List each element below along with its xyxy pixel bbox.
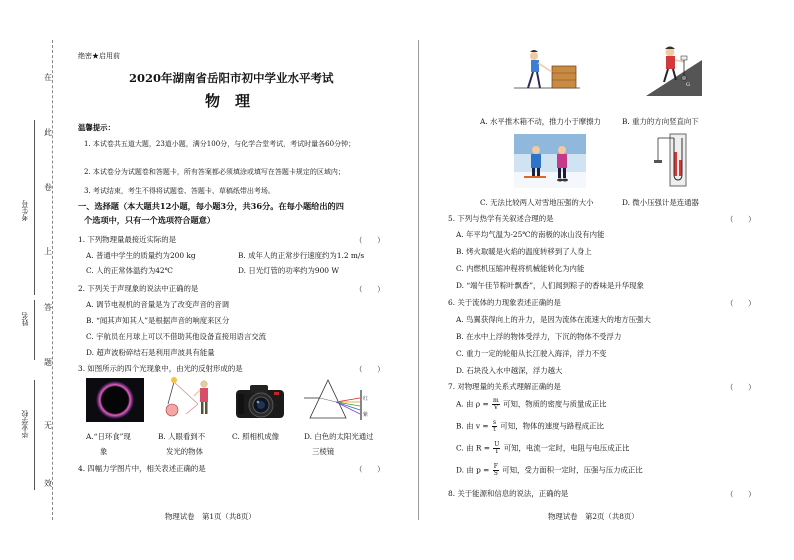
prism-figure (304, 376, 374, 426)
secret-mark: 绝密★启用前 (78, 52, 120, 60)
q5-stem: 5. 下列与热学有关叙述合理的是 (448, 214, 554, 223)
binding-char: 上 (44, 247, 52, 256)
q4-option-a: A. 水平推木箱不动，推力小于摩擦力 (480, 117, 601, 126)
q4-stem: 4. 四幅力学图片中，相关表述正确的是 (78, 464, 206, 473)
q7-option-a (456, 398, 607, 411)
binding-char: 答 (44, 303, 52, 312)
q3-option-d-cont: 三棱镜 (312, 447, 335, 456)
q5-option-a: A. 年平均气温为-25℃的南极的冰山没有内能 (456, 230, 605, 239)
tip-line: 2. 本试卷分为试题卷和答题卡，所有答案都必须填涂或填写在答题卡规定的区域内； (84, 168, 345, 176)
page-divider (418, 40, 419, 520)
fraction-denominator: S (493, 470, 498, 477)
q7-option-b (456, 420, 604, 433)
q3-answer-paren: （ ） (355, 365, 385, 374)
eye-object-figure (158, 374, 214, 426)
page1-footer: 物理试卷 第1页（共8页） (165, 512, 256, 521)
svg-text:红: 红 (363, 396, 369, 402)
q6-stem: 6. 关于流体的力现象表述正确的是 (448, 298, 561, 307)
q3-option-b-cont: 发光的物体 (166, 447, 203, 456)
q7-option-c (456, 442, 629, 455)
binding-dashed-line (52, 40, 53, 520)
q5-option-c: C. 内燃机压缩冲程将机械能转化为内能 (456, 264, 585, 273)
q5-answer-paren: （ ） (726, 215, 756, 224)
q7-d-prefix: D. 由 p = (456, 465, 490, 475)
tips-heading: 温馨提示： (78, 123, 115, 132)
q6-answer-paren: （ ） (726, 299, 756, 308)
q3-option-a-cont: 象 (100, 447, 108, 456)
section1-heading: 一、选择题（本大题共12小题，每小题3分，共36分。在每小题给出的四 (78, 201, 344, 211)
exam-id-line (34, 120, 35, 295)
q7-c-text: 可知，电流一定时，电阻与电压成正比 (503, 443, 630, 453)
push-box-figure (514, 46, 580, 92)
q1-option-d: D. 日光灯管的功率约为900 W (238, 266, 339, 275)
exam-title: 2020年湖南省岳阳市初中学业水平考试 (129, 71, 334, 85)
q7-answer-paren: （ ） (726, 383, 756, 392)
density-fraction (492, 398, 500, 411)
q6-option-a: A. 鸟翼获得向上的升力，是因为流体在流速大的地方压强大 (456, 315, 651, 324)
speed-fraction (492, 420, 497, 433)
school-line (34, 380, 35, 490)
q7-stem: 7. 对物理量的关系式理解正确的是 (448, 382, 561, 391)
svg-text:紫: 紫 (363, 412, 369, 418)
q6-option-b: B. 在水中上浮的物体受浮力，下沉的物体不受浮力 (456, 332, 622, 341)
binding-char: 此 (44, 128, 52, 137)
section1-heading-cont: 个选项中，只有一个选项符合题意） (84, 215, 216, 225)
resistance-fraction (493, 442, 500, 455)
q1-stem: 1. 下列物理量最接近实际的是 (78, 235, 177, 244)
q7-c-prefix: C. 由 R = (456, 443, 490, 453)
q6-option-c: C. 重力一定的轮船从长江驶入海洋，浮力不变 (456, 349, 607, 358)
svg-text:G: G (686, 82, 690, 88)
school-label: 毕业学校 (21, 410, 29, 438)
q2-stem: 2. 下列关于声现象的说法中正确的是 (78, 284, 199, 293)
q4-option-b: B. 重力的方向竖直向下 (622, 117, 699, 126)
q3-stem: 3. 如图所示的四个光现象中，由光的反射形成的是 (78, 364, 243, 373)
binding-char: 卷 (44, 183, 52, 192)
pressure-fraction (493, 464, 499, 477)
subject-title: 物 理 (205, 92, 251, 110)
q5-option-d: D. “端午佳节粽叶飘香”，人们闻到粽子的香味是升华现象 (456, 281, 644, 290)
name-line (34, 300, 35, 360)
q7-b-text: 可知，物体的速度与路程成正比 (500, 421, 604, 431)
fraction-denominator: I (495, 448, 499, 455)
q1-option-c: C. 人的正常体温约为42℃ (86, 266, 173, 275)
gravity-direction-figure (644, 40, 704, 96)
q4-option-d: D. 微小压强计是连通器 (622, 198, 699, 207)
q2-option-c: C. 宇航员在月球上可以不借助其他设备直接用语言交流 (86, 332, 267, 341)
tip-line: 1. 本试卷共五道大题，23道小题，满分100分，与化学合堂考试，考试时量各60分钟； (84, 140, 356, 148)
name-label: 姓名 (21, 312, 29, 326)
q1-option-b: B. 成年人的正常步行速度约为1.2 m/s (238, 251, 365, 260)
fraction-numerator: F (493, 463, 498, 470)
q8-answer-paren: （ ） (726, 490, 756, 499)
q3-option-c: C. 照相机成像 (232, 432, 280, 441)
fraction-denominator: t (493, 426, 496, 433)
q3-option-b: B. 人眼看到不 (158, 432, 206, 441)
q3-option-d: D. 白色的太阳光通过 (304, 432, 374, 441)
binding-char: 题 (44, 358, 52, 367)
binding-char: 在 (44, 73, 52, 82)
fraction-numerator: U (494, 441, 500, 448)
q3-option-a: A.“日环食”现 (86, 432, 131, 441)
binding-char: 效 (44, 479, 52, 488)
q7-a-text: 可知，物质的密度与质量成正比 (503, 399, 607, 409)
q5-option-b: B. 烤火取暖是火焰的温度转移到了人身上 (456, 247, 592, 256)
q6-option-d: D. 石块没入水中越深，浮力越大 (456, 366, 563, 375)
q2-option-d: D. 超声波粉碎结石是利用声波具有能量 (86, 348, 215, 357)
page2-footer: 物理试卷 第2页（共8页） (548, 512, 639, 521)
exam-id-label: 考生号 (21, 200, 29, 221)
eclipse-figure (86, 378, 144, 422)
q2-answer-paren: （ ） (355, 285, 385, 294)
binding-char: 无 (44, 421, 52, 430)
q7-d-text: 可知，受力面积一定时，压强与压力成正比 (502, 465, 643, 475)
fraction-numerator: m (493, 397, 499, 404)
fraction-numerator: s (492, 419, 497, 426)
q2-option-b: B. “闻其声知其人”是根据声音的响度来区分 (86, 316, 230, 325)
q8-stem: 8. 关于能源和信息的说法，正确的是 (448, 489, 569, 498)
camera-figure (232, 380, 288, 422)
snow-pressure-figure (514, 134, 586, 188)
q7-option-d (456, 464, 643, 477)
q4-option-c: C. 无法比较两人对雪地压强的大小 (480, 198, 594, 207)
q1-answer-paren: （ ） (355, 236, 385, 245)
pressure-gauge-figure (650, 130, 710, 190)
q4-answer-paren: （ ） (355, 465, 385, 474)
fraction-denominator: V (493, 404, 499, 411)
q7-a-prefix: A. 由 ρ = (456, 399, 489, 409)
q2-option-a: A. 调节电视机的音量是为了改变声音的音调 (86, 300, 230, 309)
q7-b-prefix: B. 由 v = (456, 421, 489, 431)
tip-line: 3. 考试结束，考生不得将试题卷、答题卡、草稿纸带出考场。 (84, 187, 275, 195)
q1-option-a: A. 普通中学生的质量约为200 kg (86, 251, 196, 260)
